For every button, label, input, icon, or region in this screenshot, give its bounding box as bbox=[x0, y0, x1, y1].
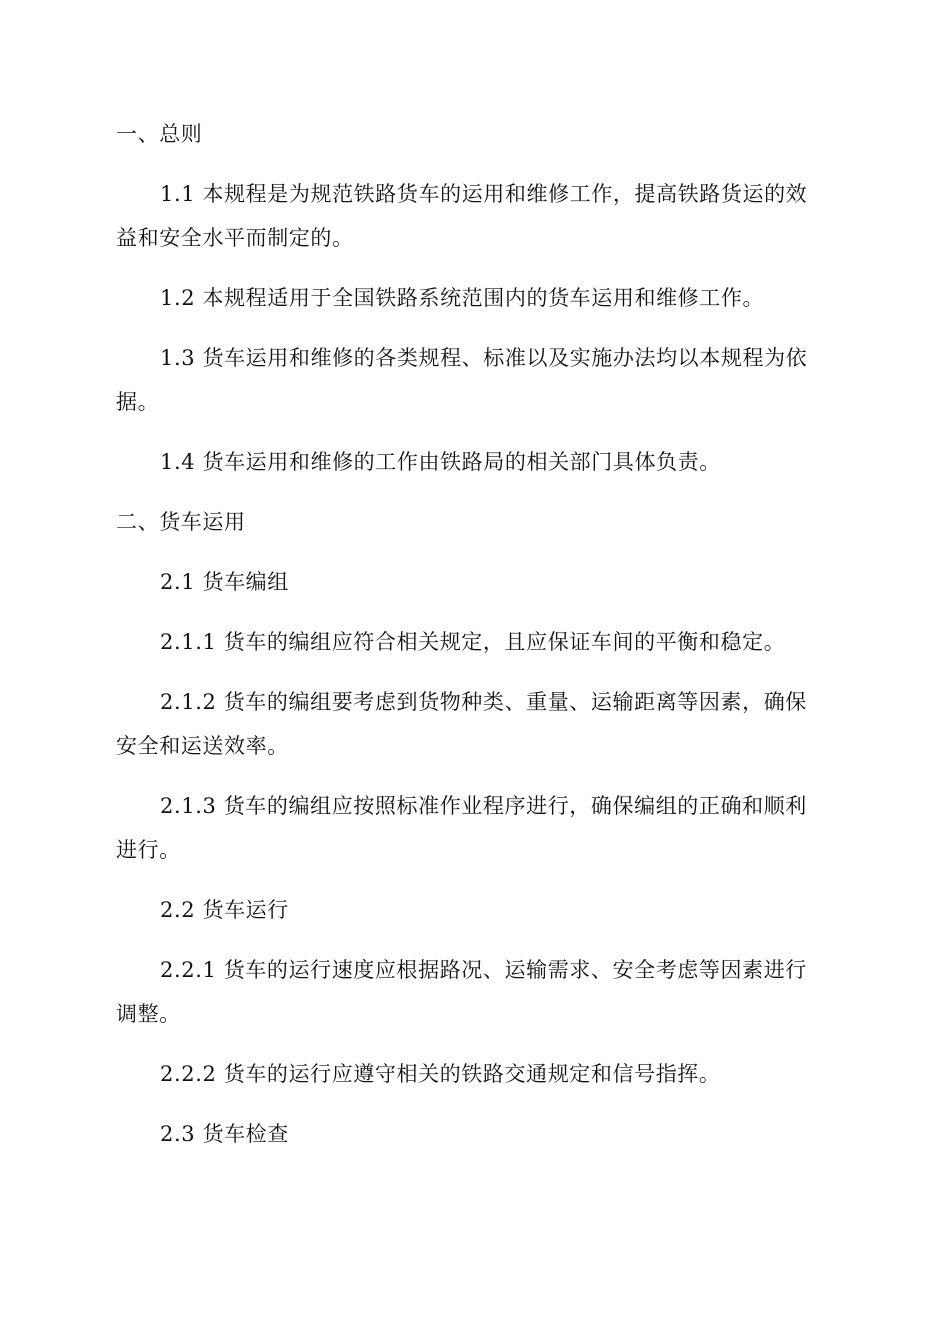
section-heading-general: 一、总则 bbox=[116, 122, 203, 146]
subsection-heading-2-3: 2.3 货车检查 bbox=[160, 1122, 289, 1146]
paragraph-2-2-2: 2.2.2 货车的运行应遵守相关的铁路交通规定和信号指挥。 bbox=[160, 1062, 721, 1086]
paragraph-2-1-2: 2.1.2 货车的编组要考虑到货物种类、重量、运输距离等因素，确保安全和运送效率。 bbox=[116, 690, 807, 758]
paragraph-1-1: 1.1 本规程是为规范铁路货车的运用和维修工作，提高铁路货运的效益和安全水平而制定的。 bbox=[116, 182, 808, 250]
paragraph-1-3: 1.3 货车运用和维修的各类规程、标准以及实施办法均以本规程为依据。 bbox=[116, 346, 808, 414]
paragraph-1-2: 1.2 本规程适用于全国铁路系统范围内的货车运用和维修工作。 bbox=[160, 286, 765, 310]
paragraph-2-2-1: 2.2.1 货车的运行速度应根据路况、运输需求、安全考虑等因素进行调整。 bbox=[116, 958, 807, 1026]
document-body bbox=[116, 112, 828, 1172]
section-heading-freight-car-use: 二、货车运用 bbox=[116, 510, 246, 534]
paragraph-1-4: 1.4 货车运用和维修的工作由铁路局的相关部门具体负责。 bbox=[160, 450, 721, 474]
subsection-heading-2-1: 2.1 货车编组 bbox=[160, 570, 289, 594]
paragraph-2-1-1: 2.1.1 货车的编组应符合相关规定，且应保证车间的平衡和稳定。 bbox=[160, 630, 786, 654]
paragraph-2-1-3: 2.1.3 货车的编组应按照标准作业程序进行，确保编组的正确和顺利进行。 bbox=[116, 794, 807, 862]
subsection-heading-2-2: 2.2 货车运行 bbox=[160, 898, 289, 922]
